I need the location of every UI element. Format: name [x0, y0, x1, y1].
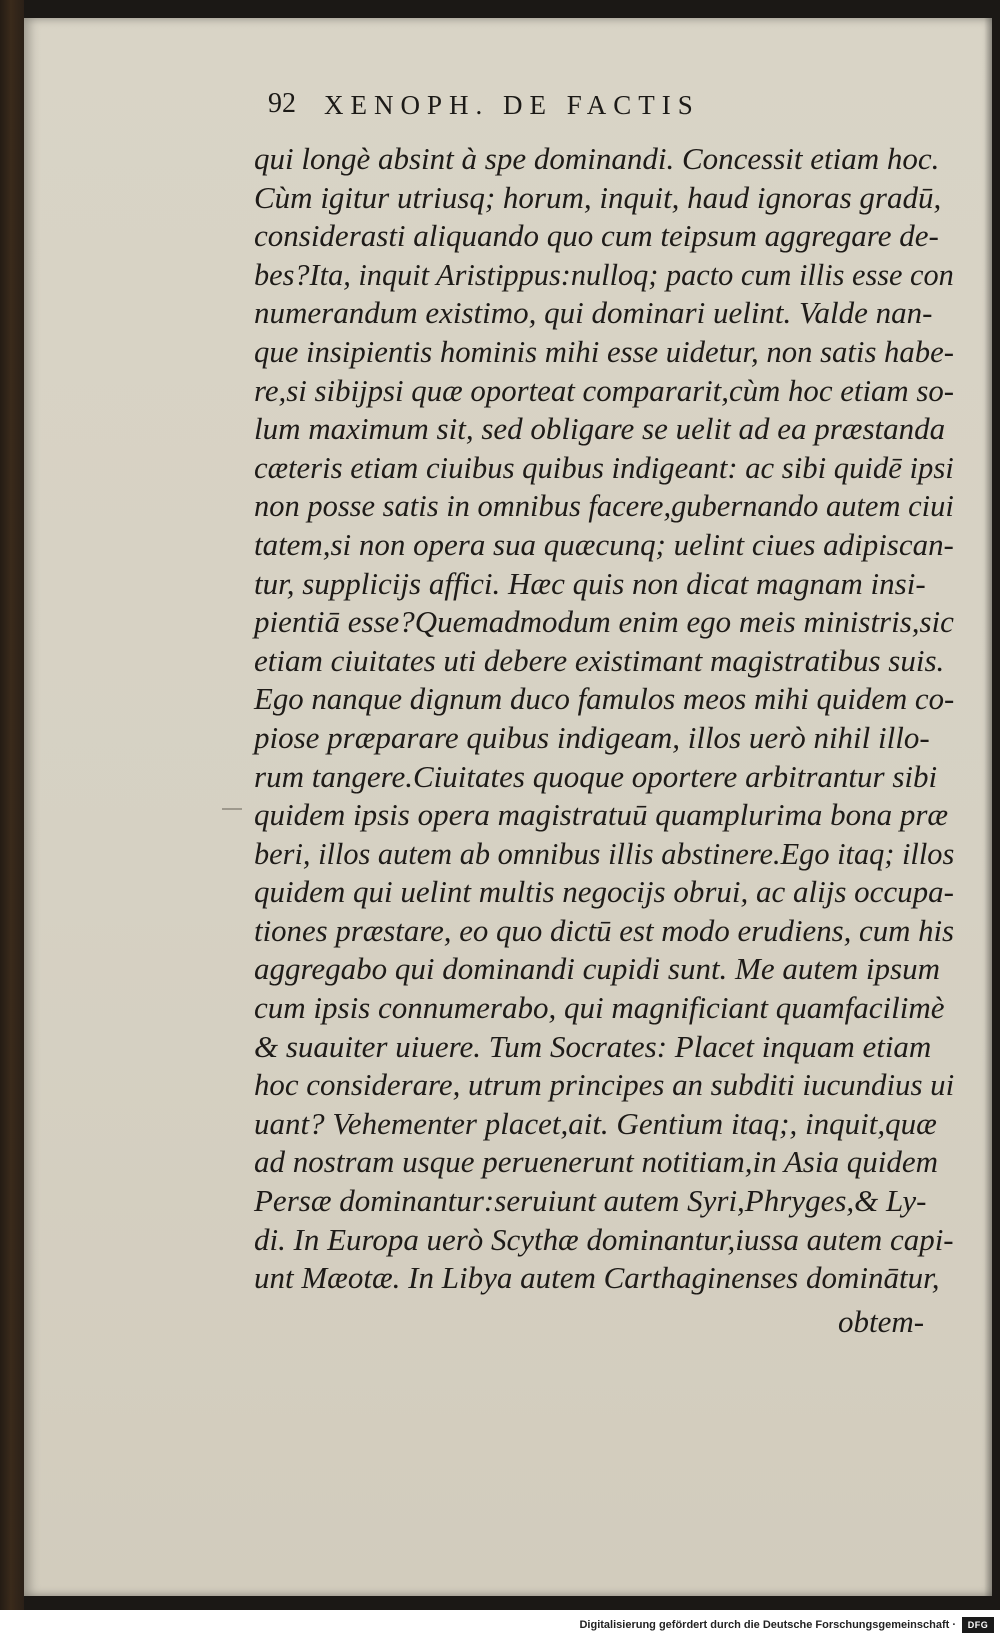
text-line: re,si sibijpsi quæ oporteat compararit,cùm hoc etiam so- [254, 372, 955, 408]
text-line: lum maximum sit, sed obligare se uelit ad ea præstanda [254, 411, 946, 447]
book-edge [0, 0, 24, 1610]
text-line: Ego nanque dignum duco famulos meos mihi quidem co- [254, 681, 955, 717]
text-line: tatem,si non opera sua quæcunq; uelint ciues adipiscan- [254, 526, 954, 562]
running-head [268, 88, 828, 128]
text-line: unt Mæotæ. In Libya autem Carthaginenses dominātur, [254, 1260, 940, 1296]
text-line: cum ipsis connumerabo, qui magnificiant quamfacilimè [254, 990, 945, 1026]
text-line: etiam ciuitates uti debere existimant magistratibus suis. [254, 642, 945, 678]
text-line: & suauiter uiuere. Tum Socrates: Placet inquam etiam [254, 1028, 932, 1064]
page-number: 92 [268, 88, 296, 119]
text-line: non posse satis in omnibus facere,gubernando autem ciui [254, 488, 954, 524]
text-line: uant? Vehementer placet,ait. Gentium itaq;, inquit,quæ [254, 1105, 937, 1141]
text-line: tur, supplicijs affici. Hæc quis non dicat magnam insi- [254, 565, 926, 601]
text-line: aggregabo qui dominandi cupidi sunt. Me autem ipsum [254, 951, 940, 987]
text-line: considerasti aliquando quo cum teipsum aggregare de- [254, 218, 939, 254]
footer-bar [0, 1610, 1000, 1642]
catchword: obtem- [838, 1304, 925, 1339]
text-line: quidem qui uelint multis negocijs obrui, ac alijs occupa- [254, 874, 954, 910]
text-line: piose præparare quibus indigeam, illos uerò nihil illo- [254, 719, 930, 755]
text-line: ad nostram usque peruenerunt notitiam,in Asia quidem [254, 1144, 938, 1180]
page-gutter-shadow [984, 18, 992, 1596]
text-line: que insipientis hominis mihi esse uidetur, non satis habe- [254, 333, 954, 369]
text-line: pientiā esse?Quemadmodum enim ego meis ministris,sic [254, 604, 954, 640]
text-line: tiones præstare, eo quo dictū est modo erudiens, cum his [254, 912, 955, 948]
text-line: qui longè absint à spe dominandi. Concessit etiam hoc. [254, 141, 940, 176]
text-line: hoc considerare, utrum principes an subditi iucundius ui [254, 1067, 955, 1103]
text-line: Cùm igitur utriusq; horum, inquit, haud ignoras gradū, [254, 179, 942, 215]
text-line: Persæ dominantur:seruiunt autem Syri,Phryges,& Ly- [254, 1183, 927, 1219]
text-line: di. In Europa uerò Scythæ dominantur,iussa autem capi- [254, 1221, 954, 1257]
margin-mark [222, 808, 242, 810]
funding-credit: Digitalisierung gefördert durch die Deutsche Forschungsgemeinschaft · [579, 1619, 956, 1631]
running-title: XENOPH. DE FACTIS [324, 90, 700, 120]
text-line: bes?Ita, inquit Aristippus:nulloq; pacto cum illis esse con [254, 256, 954, 292]
dfg-logo: DFG [962, 1617, 994, 1633]
text-line: beri, illos autem ab omnibus illis abstinere.Ego itaq; illos [254, 835, 955, 871]
text-line: cæteris etiam ciuibus quibus indigeant: ac sibi quidē ipsi [254, 449, 954, 485]
text-line: quidem ipsis opera magistratuū quamplurima bona præ [254, 797, 949, 833]
text-line: numerandum existimo, qui dominari uelint. Valde nan- [254, 295, 933, 331]
body-text [254, 140, 954, 1298]
text-line: rum tangere.Ciuitates quoque oportere arbitrantur sibi [254, 758, 938, 794]
